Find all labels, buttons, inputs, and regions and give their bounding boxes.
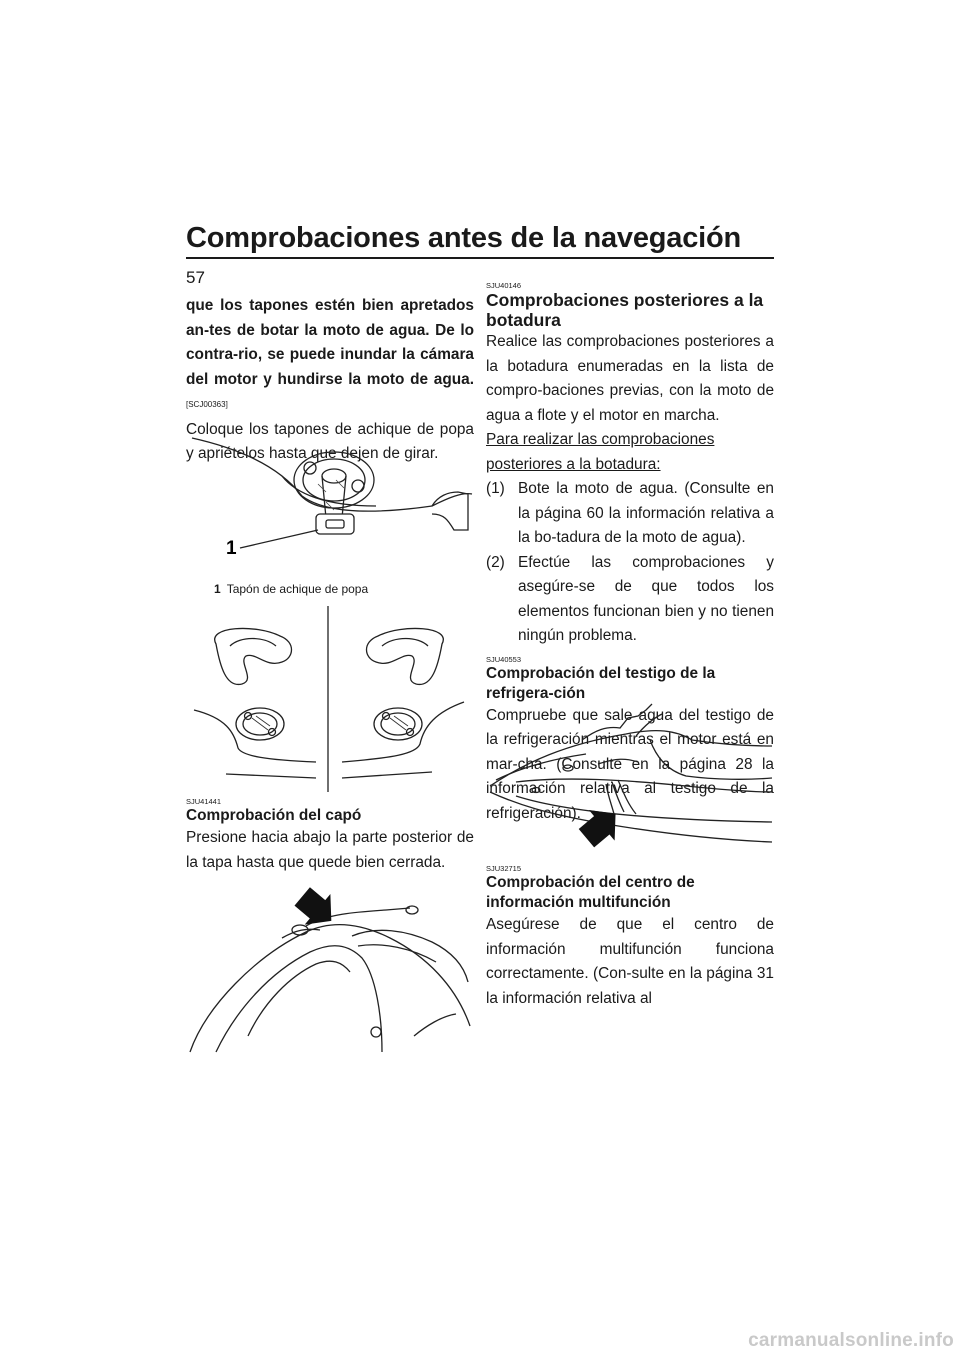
warning-text: que los tapones estén bien apretados an-tes de botar la moto de agua. De lo contra-rio, se puede inundar la cámara del motor y hundirse la moto de agua. [SCJ00363] (186, 297, 474, 409)
plug-instruction: Coloque los tapones de achique de popa y apriételos hasta que dejen de girar. (186, 420, 474, 462)
section-text: Presione hacia abajo la parte posterior de la tapa hasta que quede bien cerrada. (186, 829, 474, 871)
caption-text: Tapón de achique de popa (226, 582, 369, 596)
caption-number: 1 (214, 582, 221, 596)
arrow-icon (289, 886, 344, 936)
bow-fittings-illustration (186, 606, 474, 794)
section-info-center (486, 864, 774, 1011)
page-header (186, 222, 774, 259)
procedure-title: Para realizar las comprobaciones posteriores a la botadura: (486, 431, 715, 473)
section-hood (186, 797, 474, 875)
pilot-water-outlet-illustration (486, 700, 774, 858)
section-heading: Comprobación del capó (186, 807, 362, 824)
section-code: SJU40553 (486, 654, 522, 664)
figure-caption (214, 582, 368, 596)
section-heading: Comprobación del testigo de la refrigera-ción (486, 664, 716, 702)
section-heading: Comprobación del centro de información multifunción (486, 874, 695, 911)
callout-1: 1 (226, 538, 237, 559)
procedure-steps (486, 477, 774, 649)
page-number: 57 (186, 268, 205, 287)
warning-code: [SCJ00363] (186, 400, 228, 409)
section-code: SJU41441 (186, 797, 222, 806)
hood-illustration (186, 886, 474, 1056)
list-item: (1) Bote la moto de agua. (Consulte en la página 60 la información relativa a la bo-tadura de la moto de agua). (486, 480, 774, 546)
list-item: (2) Efectúe las comprobaciones y asegúre-se de que todos los elementos funcionan bien y no tienen ningún problema. (486, 553, 774, 644)
section-text: Asegúrese de que el centro de información multifunción funciona correctamente. (Con-sulte en la página 31 la información relativa al (486, 916, 774, 1007)
section-text: Compruebe que sale agua del testigo de la refrigeración mientras el motor está en mar-cha. (Consulte en la página 28 la información relativa al testigo de la refrigeración). (486, 706, 774, 822)
section-code: SJU32715 (486, 864, 522, 873)
section-text: Realice las comprobaciones posteriores a la botadura enumeradas en la lista de compro-baciones previas, con la moto de agua a flote y el motor en marcha. (486, 333, 774, 424)
drain-plug-illustration (186, 410, 474, 580)
page-title: Comprobaciones antes de la navegación (186, 222, 742, 254)
watermark: carmanualsonline.info (748, 1330, 954, 1351)
section-code: SJU40146 (486, 281, 522, 290)
header-rule (186, 257, 774, 259)
section-heading: Comprobaciones posteriores a la botadura (486, 290, 764, 330)
